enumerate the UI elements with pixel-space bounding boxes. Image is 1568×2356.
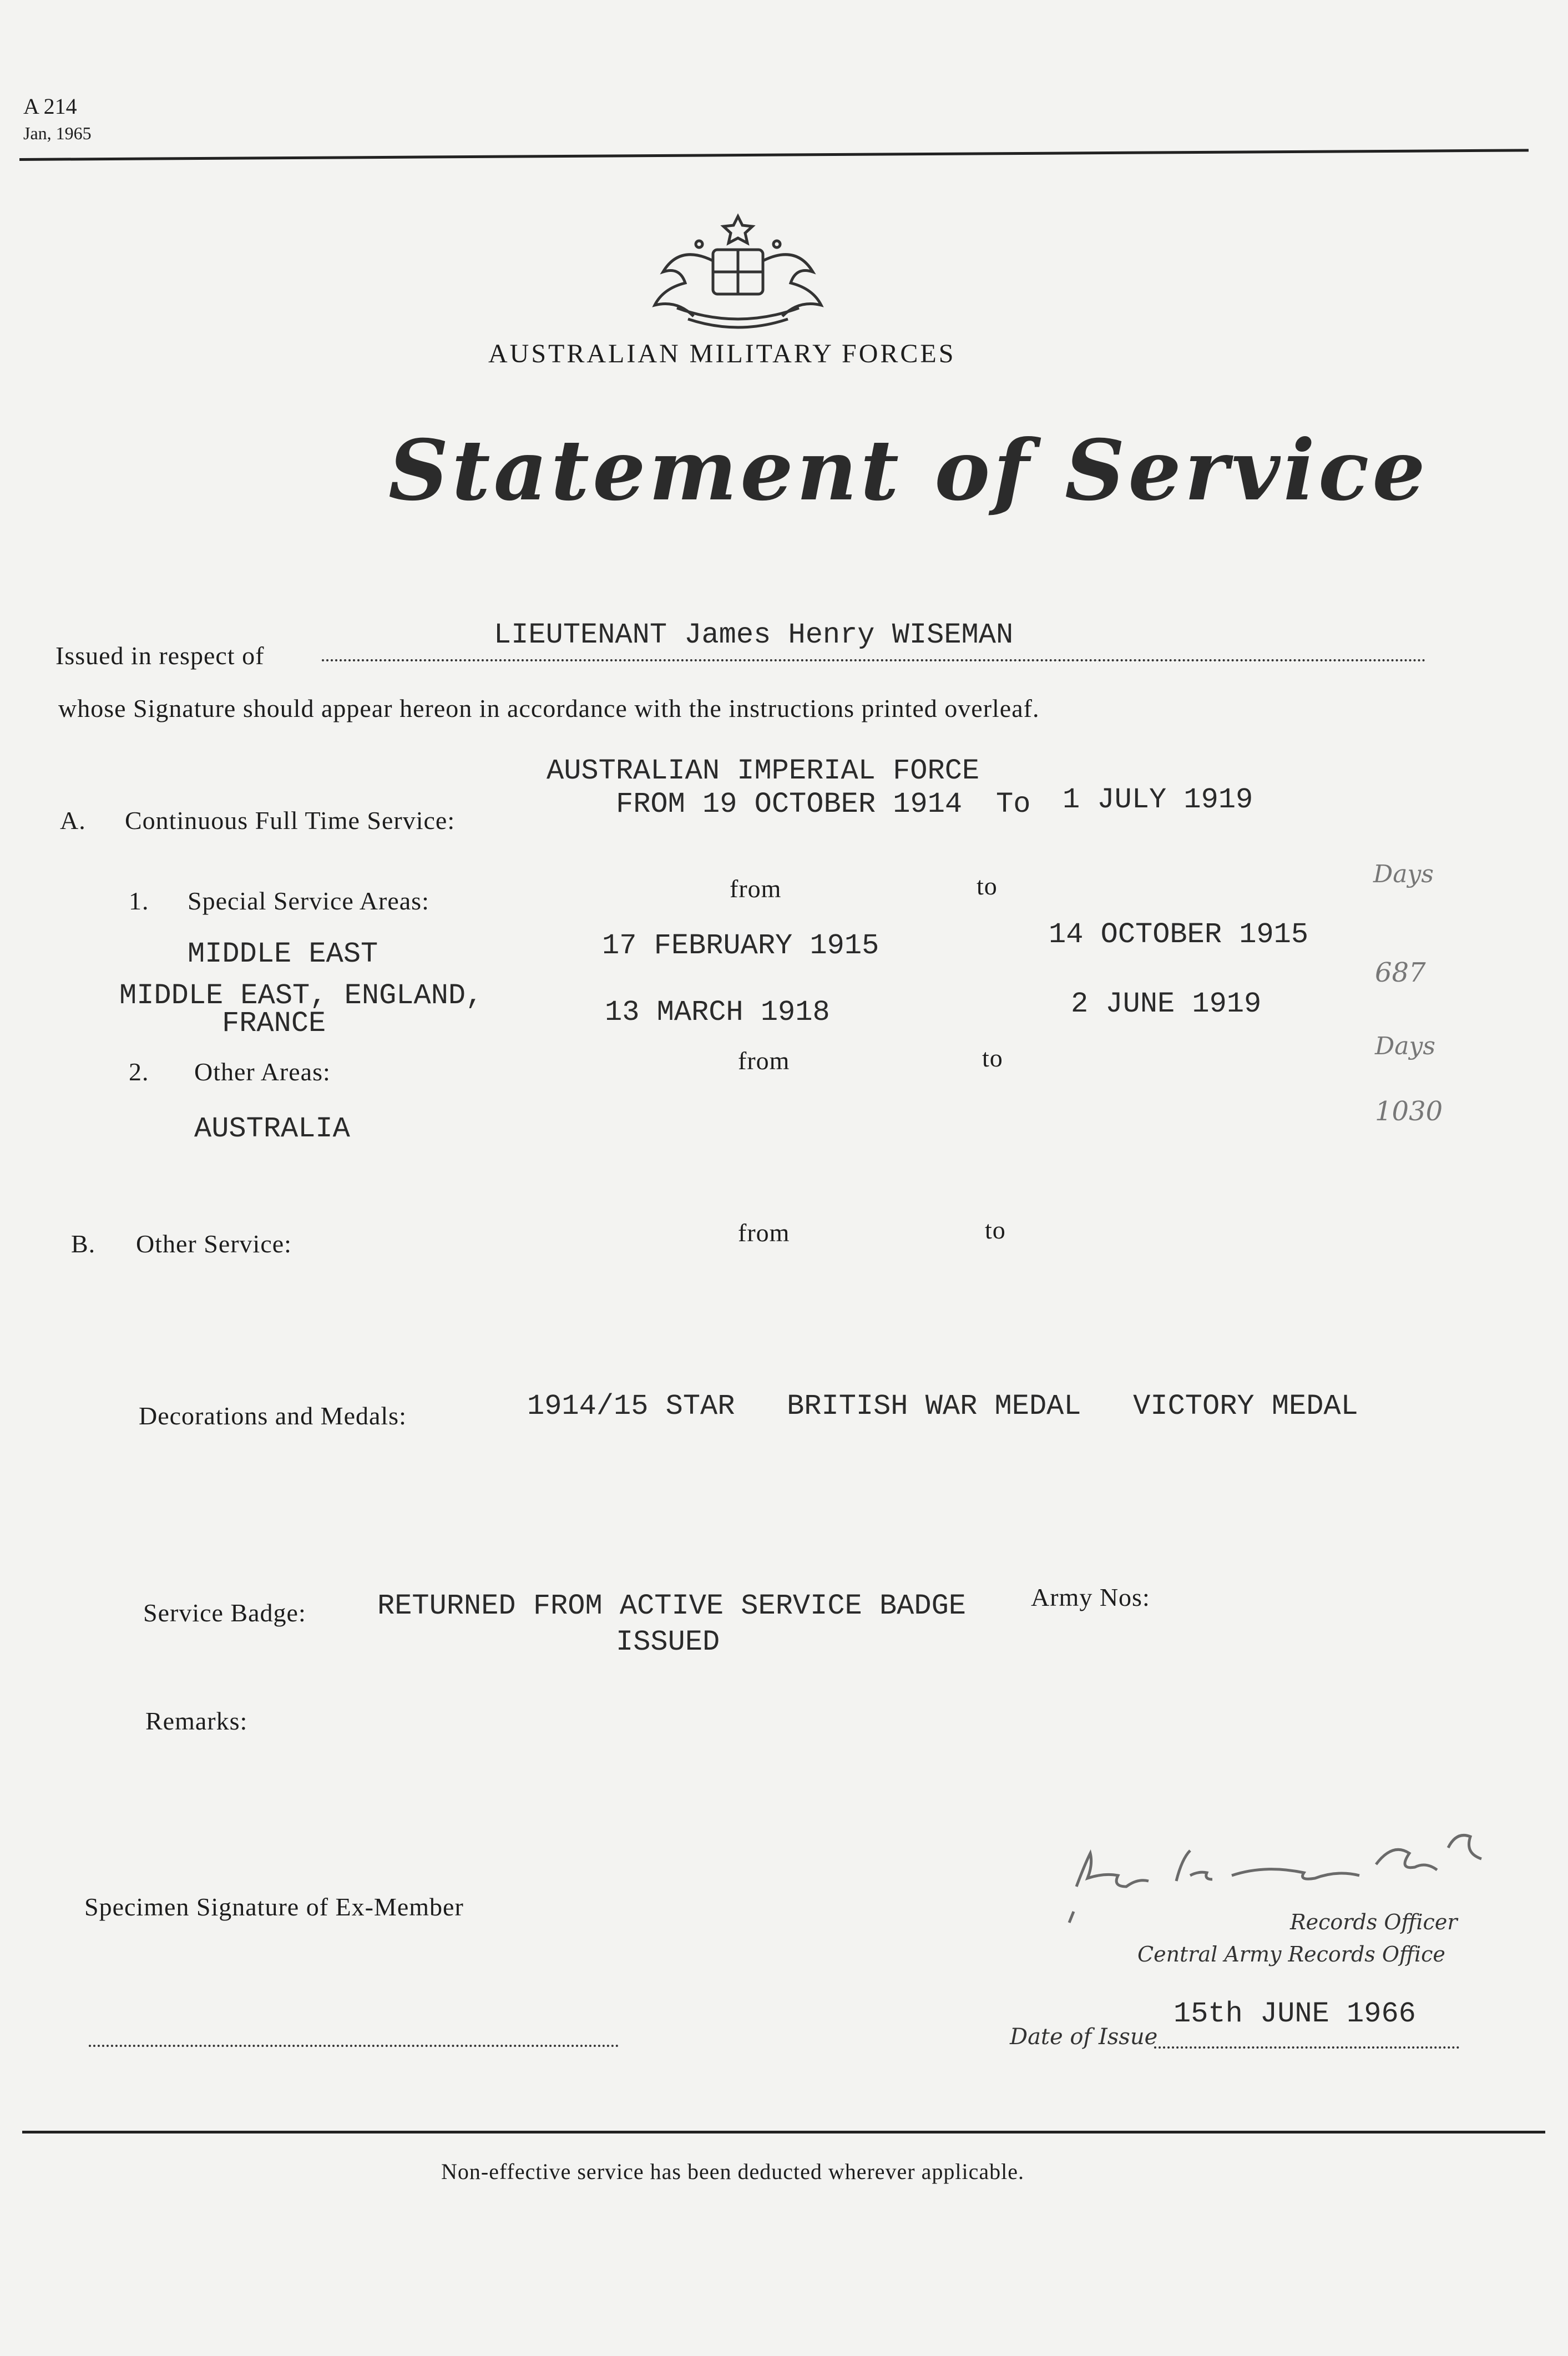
service-start: FROM 19 OCTOBER 1914 [616,788,963,821]
special-row1-from: 17 FEBRUARY 1915 [602,929,879,962]
specimen-signature-label: Specimen Signature of Ex-Member [84,1893,464,1921]
remarks-label: Remarks: [145,1707,248,1735]
top-rule [19,149,1529,161]
special-days-label: Days [1373,860,1434,888]
form-date: Jan, 1965 [23,123,92,143]
issued-name-dotline [322,659,1426,661]
special-to-label: to [977,872,998,900]
army-nos-label: Army Nos: [1031,1583,1150,1611]
special-row1-area: MIDDLE EAST [188,938,378,970]
records-officer-signature [1065,1814,1537,1925]
special-row2-to: 2 JUNE 1919 [1071,988,1262,1020]
other-areas-number: 2. [129,1058,149,1086]
special-row2-from: 13 MARCH 1918 [605,996,830,1029]
special-row2-area-line1: MIDDLE EAST, ENGLAND, [119,979,483,1012]
date-of-issue-label: Date of Issue [1010,2024,1158,2050]
signature-instructions: whose Signature should appear hereon in accordance with the instructions printed overleaf. [58,694,1040,722]
medals-value: 1914/15 STAR BRITISH WAR MEDAL VICTORY MEDAL [527,1390,1358,1423]
special-days-value: 687 [1375,957,1426,988]
document-title: Statement of Service [388,422,1429,519]
section-b-letter: B. [71,1230,96,1258]
organisation-name: AUSTRALIAN MILITARY FORCES [488,339,956,368]
service-to-word: To [996,788,1031,821]
service-badge-line1: RETURNED FROM ACTIVE SERVICE BADGE [377,1590,966,1622]
coat-of-arms-emblem [644,211,832,333]
issued-label: Issued in respect of [55,641,265,670]
medals-label: Decorations and Medals: [139,1402,407,1430]
records-office-name: Central Army Records Office [1137,1942,1445,1966]
issued-name: LIEUTENANT James Henry WISEMAN [494,619,1014,651]
special-row2-area-line2: FRANCE [222,1007,326,1040]
specimen-signature-line [89,2045,619,2047]
service-badge-label: Service Badge: [143,1599,306,1627]
service-end: 1 JULY 1919 [1063,783,1253,816]
section-a-letter: A. [60,806,86,835]
date-of-issue-dotline [1154,2046,1459,2049]
service-badge-line2: ISSUED [616,1626,720,1659]
other-areas-days-label: Days [1375,1032,1435,1060]
other-service-from-label: from [738,1219,790,1247]
force-name: AUSTRALIAN IMPERIAL FORCE [547,755,980,787]
other-service-label: Other Service: [136,1230,292,1258]
other-areas-label: Other Areas: [194,1058,331,1086]
records-officer-title: Records Officer [1290,1910,1458,1934]
continuous-service-label: Continuous Full Time Service: [125,806,456,835]
special-from-label: from [730,874,782,903]
other-areas-value: AUSTRALIA [194,1113,350,1145]
date-of-issue-value: 15th JUNE 1966 [1174,1998,1416,2030]
special-row1-to: 14 OCTOBER 1915 [1049,918,1309,951]
other-areas-from-label: from [738,1046,790,1075]
footer-note: Non-effective service has been deducted wherever applicable. [441,2159,1024,2184]
bottom-rule [22,2131,1545,2133]
special-areas-label: Special Service Areas: [188,887,429,915]
other-areas-days-value: 1030 [1375,1096,1443,1127]
other-areas-to-label: to [982,1044,1003,1072]
special-number: 1. [129,887,149,915]
form-code: A 214 [23,94,77,119]
other-service-to-label: to [985,1216,1006,1244]
